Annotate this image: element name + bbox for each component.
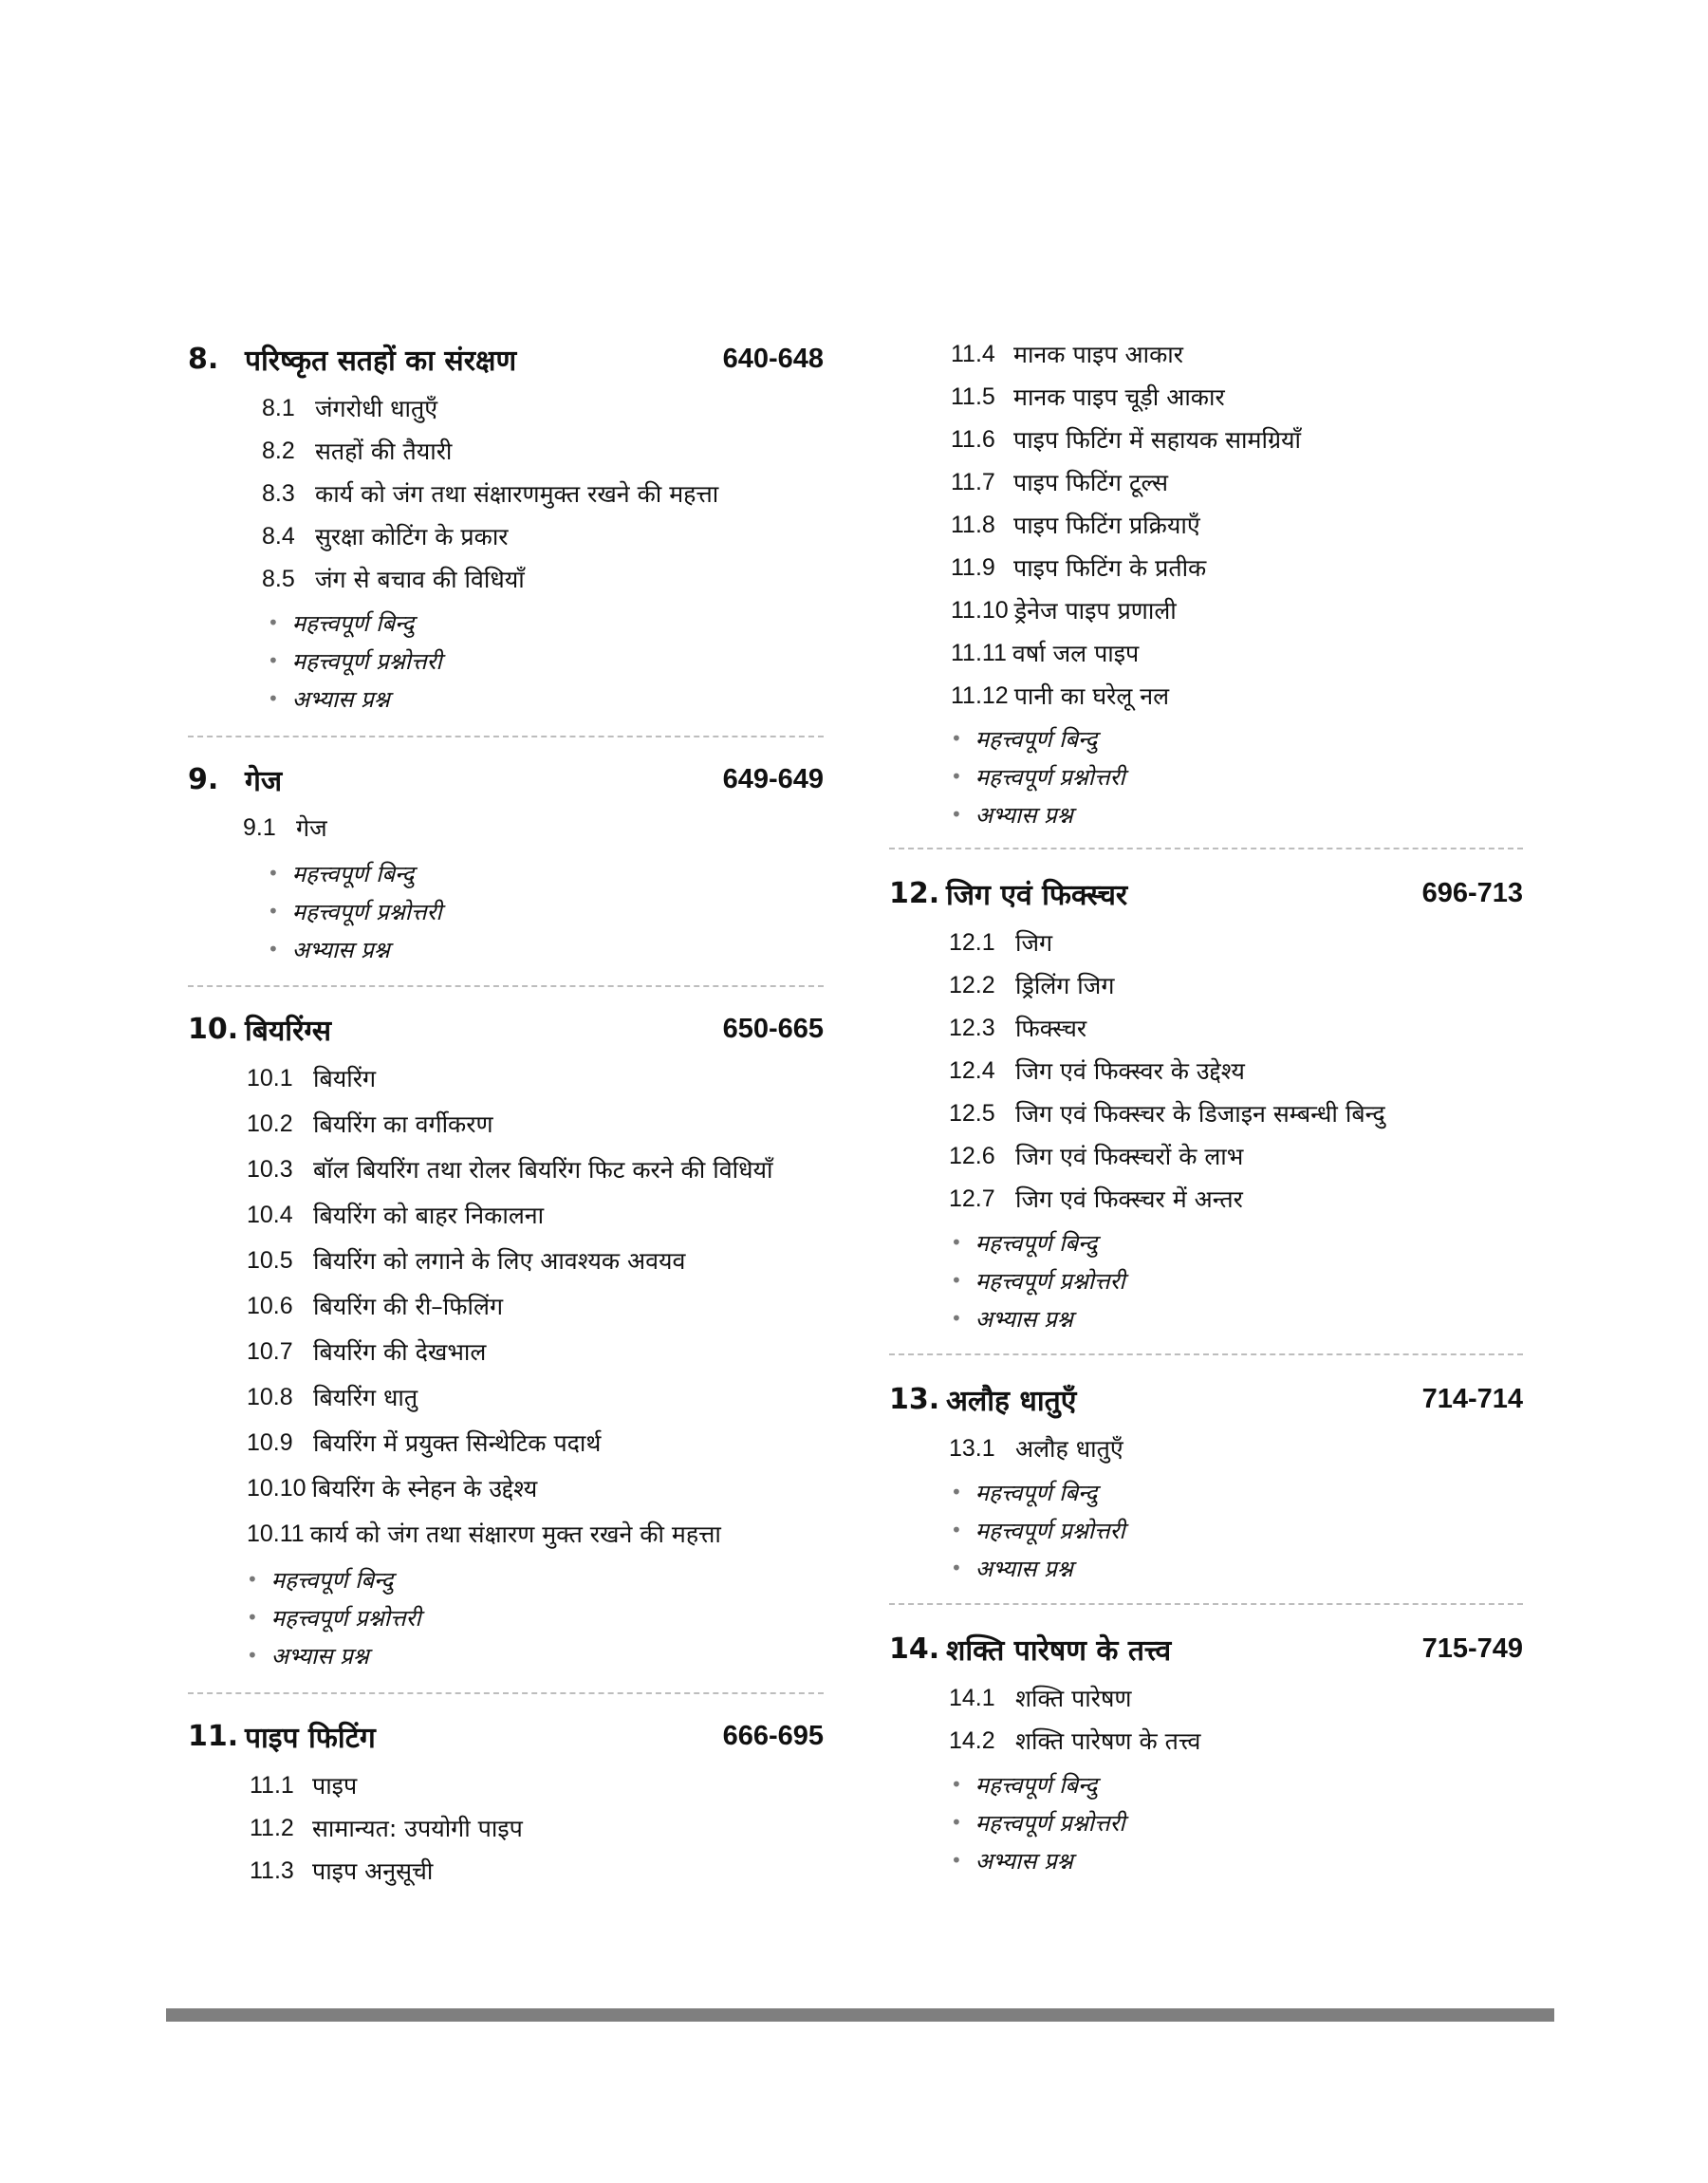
extra-label: महत्त्वपूर्ण प्रश्नोत्तरी bbox=[270, 1604, 421, 1632]
item-text: पाइप फिटिंग के प्रतीक bbox=[1013, 554, 1207, 582]
toc-item-10-9[interactable] bbox=[247, 1425, 601, 1461]
section-divider bbox=[188, 1692, 824, 1694]
toc-item-8-5[interactable] bbox=[262, 561, 525, 597]
extra-label: अभ्यास प्रश्न bbox=[270, 1642, 369, 1670]
toc-item-11-5[interactable] bbox=[951, 379, 1225, 415]
important-qa-link[interactable] bbox=[268, 895, 442, 927]
important-qa-link[interactable] bbox=[951, 1514, 1125, 1546]
extra-label: अभ्यास प्रश्न bbox=[291, 685, 390, 713]
chapter-12-heading[interactable] bbox=[889, 871, 1523, 915]
chapter-title: बियरिंग्स bbox=[245, 1014, 332, 1048]
chapter-11-heading[interactable] bbox=[188, 1714, 824, 1758]
item-number: 9.1 bbox=[243, 813, 276, 841]
important-qa-link[interactable] bbox=[951, 1264, 1125, 1297]
chapter-9-heading[interactable] bbox=[188, 757, 824, 801]
item-number: 8.3 bbox=[262, 479, 295, 507]
bullet-icon: • bbox=[951, 803, 962, 826]
toc-item-11-11[interactable] bbox=[951, 635, 1139, 671]
item-number: 13.1 bbox=[949, 1434, 995, 1462]
bullet-icon: • bbox=[951, 1307, 962, 1330]
item-text: ड्रेनेज पाइप प्रणाली bbox=[1013, 597, 1177, 625]
item-number: 11.2 bbox=[250, 1814, 294, 1841]
bullet-icon: • bbox=[951, 1231, 962, 1254]
item-text: बियरिंग की देखभाल bbox=[313, 1338, 487, 1366]
toc-item-14-2[interactable] bbox=[949, 1723, 1200, 1759]
important-points-link[interactable] bbox=[951, 722, 1097, 755]
chapter-page-range: 640-648 bbox=[722, 343, 824, 374]
item-number: 10.7 bbox=[247, 1337, 293, 1365]
item-number: 12.6 bbox=[949, 1142, 995, 1169]
extra-label: महत्त्वपूर्ण प्रश्नोत्तरी bbox=[291, 647, 442, 675]
item-text: पानी का घरेलू नल bbox=[1013, 682, 1170, 710]
extra-label: महत्त्वपूर्ण बिन्दु bbox=[291, 860, 415, 887]
item-number: 8.2 bbox=[262, 437, 295, 464]
chapter-page-range: 666-695 bbox=[722, 1720, 824, 1751]
chapter-title: गेज bbox=[245, 764, 283, 798]
toc-item-10-2[interactable] bbox=[247, 1106, 493, 1142]
chapter-number: 11. bbox=[188, 1719, 239, 1753]
toc-item-11-2[interactable] bbox=[250, 1810, 523, 1846]
toc-item-10-3[interactable] bbox=[247, 1151, 772, 1187]
toc-item-8-3[interactable] bbox=[262, 476, 718, 512]
extra-label: अभ्यास प्रश्न bbox=[975, 1305, 1073, 1333]
extra-label: महत्त्वपूर्ण बिन्दु bbox=[975, 1229, 1098, 1257]
item-number: 12.5 bbox=[949, 1099, 995, 1127]
item-number: 10.8 bbox=[247, 1383, 293, 1410]
toc-item-10-10[interactable] bbox=[247, 1470, 537, 1506]
item-text: सुरक्षा कोटिंग के प्रकार bbox=[315, 523, 509, 550]
toc-item-10-7[interactable] bbox=[247, 1334, 486, 1370]
chapter-page-range: 649-649 bbox=[722, 763, 824, 794]
item-number: 10.5 bbox=[247, 1246, 293, 1274]
item-text: बियरिंग का वर्गीकरण bbox=[313, 1110, 493, 1138]
toc-item-11-3[interactable] bbox=[250, 1853, 433, 1889]
item-number: 14.2 bbox=[949, 1726, 995, 1754]
toc-item-11-8[interactable] bbox=[951, 507, 1200, 543]
item-number: 11.7 bbox=[951, 468, 995, 495]
toc-item-11-9[interactable] bbox=[951, 550, 1206, 586]
practice-questions-link[interactable] bbox=[268, 933, 390, 965]
extra-label: महत्त्वपूर्ण बिन्दु bbox=[975, 1479, 1098, 1506]
item-number: 11.3 bbox=[250, 1856, 294, 1884]
bullet-icon: • bbox=[268, 687, 279, 710]
toc-item-12-6[interactable] bbox=[949, 1138, 1243, 1174]
item-text: वर्षा जल पाइप bbox=[1012, 640, 1140, 667]
extra-label: महत्त्वपूर्ण बिन्दु bbox=[975, 1771, 1098, 1799]
section-divider bbox=[889, 1603, 1523, 1605]
item-number: 11.10 bbox=[951, 596, 1009, 624]
toc-item-11-6[interactable] bbox=[951, 421, 1301, 457]
item-number: 10.4 bbox=[247, 1201, 293, 1228]
item-text: मानक पाइप चूड़ी आकार bbox=[1013, 383, 1225, 411]
important-points-link[interactable] bbox=[268, 857, 414, 889]
item-text: मानक पाइप आकार bbox=[1013, 341, 1183, 368]
item-number: 10.9 bbox=[247, 1428, 293, 1456]
toc-item-8-4[interactable] bbox=[262, 518, 509, 554]
item-text: जिग एवं फिक्स्चरों के लाभ bbox=[1015, 1143, 1244, 1170]
toc-item-12-1[interactable] bbox=[949, 924, 1052, 961]
item-number: 10.10 bbox=[247, 1474, 306, 1502]
item-text: बियरिंग में प्रयुक्त सिन्थेटिक पदार्थ bbox=[313, 1429, 602, 1457]
important-qa-link[interactable] bbox=[951, 1806, 1125, 1838]
toc-item-10-8[interactable] bbox=[247, 1379, 418, 1415]
bullet-icon: • bbox=[951, 1811, 962, 1834]
item-text: बियरिंग धातु bbox=[313, 1384, 418, 1411]
extra-label: महत्त्वपूर्ण बिन्दु bbox=[975, 725, 1098, 753]
item-number: 8.4 bbox=[262, 522, 295, 550]
item-text: जंग से बचाव की विधियाँ bbox=[315, 566, 525, 593]
item-number: 10.2 bbox=[247, 1110, 293, 1137]
toc-item-11-7[interactable] bbox=[951, 464, 1168, 500]
chapter-title: पाइप फिटिंग bbox=[245, 1721, 376, 1755]
bullet-icon: • bbox=[268, 862, 279, 885]
toc-item-12-5[interactable] bbox=[949, 1095, 1385, 1131]
extra-label: महत्त्वपूर्ण प्रश्नोत्तरी bbox=[975, 1517, 1125, 1544]
bullet-icon: • bbox=[951, 1557, 962, 1579]
item-text: ड्रिलिंग जिग bbox=[1015, 972, 1115, 999]
item-text: फिक्स्चर bbox=[1015, 1015, 1087, 1042]
item-number: 14.1 bbox=[949, 1684, 995, 1711]
bullet-icon: • bbox=[268, 938, 279, 961]
toc-item-9-1[interactable] bbox=[243, 810, 327, 846]
toc-item-10-11[interactable] bbox=[247, 1516, 721, 1552]
item-number: 12.7 bbox=[949, 1185, 995, 1212]
item-number: 11.1 bbox=[250, 1771, 294, 1799]
chapter-page-range: 696-713 bbox=[1421, 877, 1523, 908]
chapter-8-heading[interactable] bbox=[188, 337, 824, 381]
toc-item-12-2[interactable] bbox=[949, 967, 1114, 1003]
item-text: पाइप फिटिंग प्रक्रियाएँ bbox=[1013, 512, 1200, 539]
extra-label: अभ्यास प्रश्न bbox=[291, 936, 390, 963]
item-text: कार्य को जंग तथा संक्षारण मुक्त रखने की महत्ता bbox=[309, 1521, 721, 1548]
item-text: गेज bbox=[296, 814, 327, 842]
bullet-icon: • bbox=[951, 1481, 962, 1503]
item-number: 12.1 bbox=[949, 928, 995, 956]
item-text: अलौह धातुएँ bbox=[1015, 1435, 1123, 1463]
item-text: शक्ति पारेषण bbox=[1015, 1685, 1132, 1712]
extra-label: महत्त्वपूर्ण बिन्दु bbox=[270, 1566, 394, 1594]
item-text: जंगरोधी धातुएँ bbox=[315, 395, 438, 422]
toc-item-12-7[interactable] bbox=[949, 1181, 1243, 1217]
item-number: 10.6 bbox=[247, 1292, 293, 1319]
chapter-title: शक्ति पारेषण के तत्त्व bbox=[946, 1633, 1172, 1668]
chapter-number: 10. bbox=[188, 1012, 239, 1046]
toc-item-11-1[interactable] bbox=[250, 1767, 357, 1803]
chapter-10-heading[interactable] bbox=[188, 1007, 824, 1051]
toc-item-8-1[interactable] bbox=[262, 390, 437, 426]
practice-questions-link[interactable] bbox=[951, 1302, 1073, 1334]
toc-item-10-4[interactable] bbox=[247, 1197, 544, 1233]
extra-label: अभ्यास प्रश्न bbox=[975, 1847, 1073, 1875]
important-points-link[interactable] bbox=[951, 1476, 1097, 1508]
chapter-number: 12. bbox=[889, 876, 940, 910]
item-number: 11.5 bbox=[951, 382, 995, 410]
toc-item-14-1[interactable] bbox=[949, 1680, 1132, 1716]
item-text: पाइप bbox=[312, 1772, 358, 1800]
chapter-page-range: 714-714 bbox=[1421, 1383, 1523, 1414]
extra-label: अभ्यास प्रश्न bbox=[975, 801, 1073, 829]
item-number: 11.12 bbox=[951, 681, 1009, 709]
section-divider bbox=[188, 736, 824, 737]
item-number: 12.4 bbox=[949, 1056, 995, 1084]
item-text: बियरिंग को लगाने के लिए आवश्यक अवयव bbox=[313, 1247, 686, 1275]
extra-label: महत्त्वपूर्ण प्रश्नोत्तरी bbox=[975, 763, 1125, 791]
extra-label: अभ्यास प्रश्न bbox=[975, 1555, 1073, 1582]
toc-item-12-3[interactable] bbox=[949, 1010, 1086, 1046]
important-points-link[interactable] bbox=[951, 1226, 1097, 1259]
toc-item-13-1[interactable] bbox=[949, 1430, 1123, 1466]
practice-questions-link[interactable] bbox=[951, 1844, 1073, 1876]
item-text: पाइप फिटिंग टूल्स bbox=[1013, 469, 1169, 496]
section-divider bbox=[889, 848, 1523, 849]
item-text: कार्य को जंग तथा संक्षारणमुक्त रखने की महत्ता bbox=[315, 480, 719, 508]
toc-item-10-1[interactable] bbox=[247, 1060, 376, 1096]
item-number: 11.9 bbox=[951, 553, 995, 581]
practice-questions-link[interactable] bbox=[951, 1552, 1073, 1584]
item-number: 10.3 bbox=[247, 1155, 293, 1183]
chapter-title: परिष्कृत सतहों का संरक्षण bbox=[245, 344, 517, 378]
item-text: बियरिंग bbox=[313, 1065, 377, 1092]
chapter-number: 13. bbox=[889, 1382, 940, 1416]
practice-questions-link[interactable] bbox=[268, 682, 390, 715]
item-number: 11.8 bbox=[951, 511, 995, 538]
bullet-icon: • bbox=[268, 900, 279, 923]
chapter-page-range: 715-749 bbox=[1421, 1633, 1523, 1664]
bullet-icon: • bbox=[951, 765, 962, 788]
chapter-title: जिग एवं फिक्स्चर bbox=[946, 878, 1128, 912]
bullet-icon: • bbox=[268, 611, 279, 634]
extra-label: महत्त्वपूर्ण प्रश्नोत्तरी bbox=[975, 1809, 1125, 1837]
item-text: सतहों की तैयारी bbox=[315, 438, 453, 465]
footer-bar bbox=[166, 2008, 1554, 2022]
item-text: जिग एवं फिक्स्चर में अन्तर bbox=[1015, 1185, 1243, 1213]
item-text: जिग एवं फिक्स्वर के उद्देश्य bbox=[1015, 1057, 1245, 1085]
toc-item-8-2[interactable] bbox=[262, 433, 452, 469]
practice-questions-link[interactable] bbox=[247, 1639, 369, 1671]
item-number: 8.1 bbox=[262, 394, 295, 421]
chapter-number: 9. bbox=[188, 762, 219, 796]
item-number: 12.3 bbox=[949, 1014, 995, 1041]
item-text: पाइप फिटिंग में सहायक सामग्रियाँ bbox=[1013, 426, 1302, 454]
item-text: बॉल बियरिंग तथा रोलर बियरिंग फिट करने की विधियाँ bbox=[313, 1156, 773, 1184]
chapter-page-range: 650-665 bbox=[722, 1013, 824, 1044]
extra-label: महत्त्वपूर्ण प्रश्नोत्तरी bbox=[291, 898, 442, 925]
toc-item-11-4[interactable] bbox=[951, 336, 1183, 372]
section-divider bbox=[188, 985, 824, 987]
chapter-13-heading[interactable] bbox=[889, 1377, 1523, 1421]
item-text: जिग एवं फिक्स्चर के डिजाइन सम्बन्धी बिन्दु bbox=[1015, 1100, 1385, 1128]
practice-questions-link[interactable] bbox=[951, 798, 1073, 830]
item-text: बियरिंग को बाहर निकालना bbox=[313, 1202, 545, 1229]
toc-item-11-12[interactable] bbox=[951, 678, 1169, 714]
bullet-icon: • bbox=[951, 1519, 962, 1541]
toc-item-11-10[interactable] bbox=[951, 592, 1177, 628]
item-text: सामान्यत: उपयोगी पाइप bbox=[312, 1815, 523, 1842]
bullet-icon: • bbox=[951, 727, 962, 750]
section-divider bbox=[889, 1353, 1523, 1355]
bullet-icon: • bbox=[951, 1269, 962, 1292]
bullet-icon: • bbox=[247, 1606, 258, 1629]
chapter-14-heading[interactable] bbox=[889, 1627, 1523, 1670]
item-number: 10.1 bbox=[247, 1064, 293, 1092]
important-qa-link[interactable] bbox=[247, 1601, 421, 1633]
important-points-link[interactable] bbox=[951, 1768, 1097, 1801]
item-number: 11.6 bbox=[951, 425, 995, 453]
item-number: 12.2 bbox=[949, 971, 995, 998]
item-text: जिग bbox=[1015, 929, 1053, 957]
important-points-link[interactable] bbox=[268, 606, 414, 639]
toc-item-10-6[interactable] bbox=[247, 1288, 503, 1324]
toc-item-10-5[interactable] bbox=[247, 1242, 685, 1278]
bullet-icon: • bbox=[247, 1568, 258, 1591]
item-text: बियरिंग के स्नेहन के उद्देश्य bbox=[311, 1475, 538, 1502]
bullet-icon: • bbox=[268, 649, 279, 672]
item-number: 11.11 bbox=[951, 639, 1007, 666]
bullet-icon: • bbox=[247, 1644, 258, 1667]
important-qa-link[interactable] bbox=[268, 644, 442, 677]
important-points-link[interactable] bbox=[247, 1563, 393, 1595]
bullet-icon: • bbox=[951, 1849, 962, 1872]
important-qa-link[interactable] bbox=[951, 760, 1125, 793]
extra-label: महत्त्वपूर्ण प्रश्नोत्तरी bbox=[975, 1267, 1125, 1295]
item-number: 8.5 bbox=[262, 565, 295, 592]
chapter-number: 14. bbox=[889, 1632, 940, 1666]
item-number: 10.11 bbox=[247, 1520, 305, 1547]
bullet-icon: • bbox=[951, 1773, 962, 1796]
item-text: पाइप अनुसूची bbox=[312, 1857, 434, 1885]
extra-label: महत्त्वपूर्ण बिन्दु bbox=[291, 609, 415, 637]
toc-item-12-4[interactable] bbox=[949, 1053, 1245, 1089]
item-text: बियरिंग की री–फिलिंग bbox=[313, 1293, 504, 1320]
item-number: 11.4 bbox=[951, 340, 995, 367]
chapter-title: अलौह धातुएँ bbox=[946, 1384, 1077, 1418]
item-text: शक्ति पारेषण के तत्त्व bbox=[1015, 1727, 1201, 1755]
chapter-number: 8. bbox=[188, 342, 219, 376]
